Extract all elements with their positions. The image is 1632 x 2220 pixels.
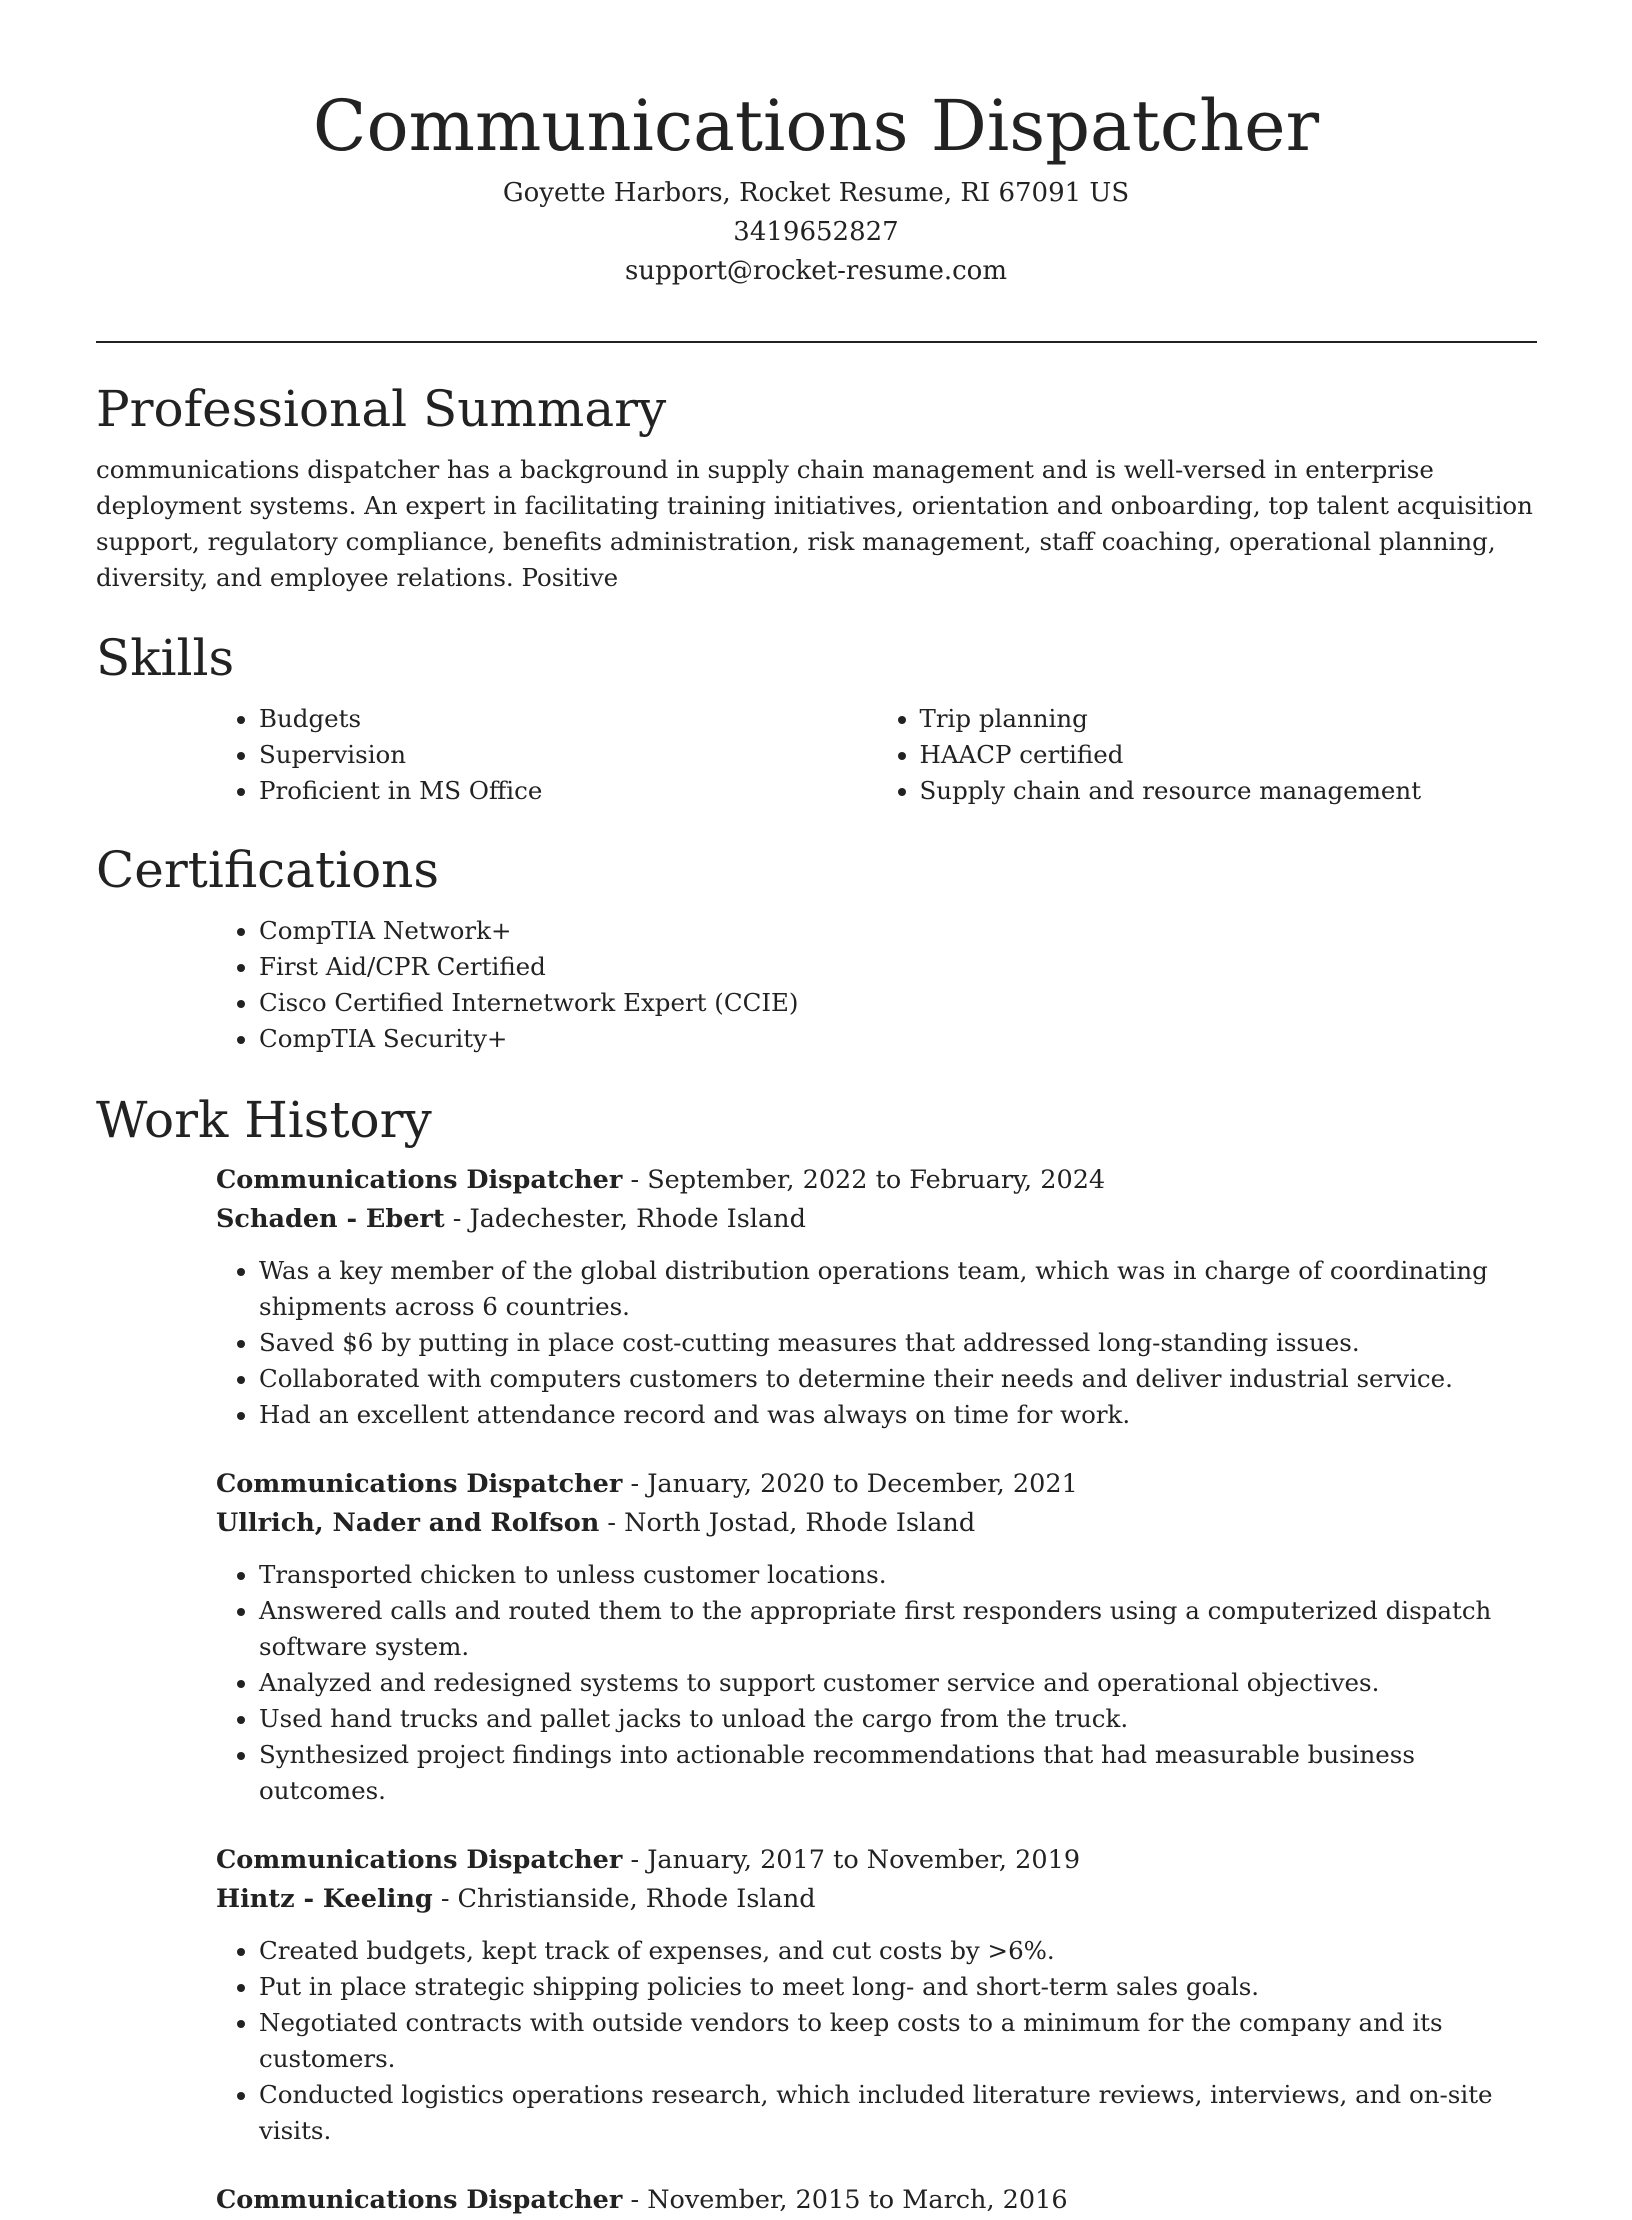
section-title: Professional Summary: [96, 380, 667, 438]
job-entry: [216, 2181, 1537, 2220]
company-name: Hintz - Keeling: [216, 1884, 433, 1914]
professional-summary-section: [96, 378, 1537, 596]
separator: -: [432, 1884, 458, 1914]
job-location: Christianside, Rhode Island: [457, 1884, 816, 1914]
company-name: Ullrich, Nader and Rolfson: [216, 1508, 600, 1538]
address: Goyette Harbors, Rocket Resume, RI 67091 US: [502, 178, 1130, 208]
job-bullet: • Conducted logistics operations research, which included literature reviews, interviews, and on-site visits.: [259, 2077, 1537, 2149]
job-bullet: • Answered calls and routed them to the appropriate first responders using a computerized dispatch software system.: [259, 1593, 1537, 1665]
job-title: Communications Dispatcher: [216, 1469, 623, 1499]
job-location: North Jostad, Rhode Island: [624, 1508, 976, 1538]
job-dates: January, 2020 to December, 2021: [647, 1469, 1078, 1499]
job-bullets: [216, 1557, 1537, 1809]
job-bullet: • Transported chicken to unless customer locations.: [259, 1557, 1537, 1593]
job-dates: January, 2017 to November, 2019: [647, 1845, 1081, 1875]
job-entry: [216, 1841, 1537, 2149]
job-company-line: [216, 1504, 1537, 1543]
job-bullet: • Created budgets, kept track of expenses, and cut costs by >6%.: [259, 1933, 1537, 1969]
job-title-line: [216, 2181, 1537, 2220]
job-bullet: • Analyzed and redesigned systems to support customer service and operational objectives.: [259, 1665, 1537, 1701]
section-title: Skills: [96, 629, 235, 687]
job-bullet: • Negotiated contracts with outside vendors to keep costs to a minimum for the company and its customers.: [259, 2005, 1537, 2077]
certification-item: • CompTIA Security+: [259, 1021, 1537, 1057]
skill-item: • Trip planning: [920, 701, 1538, 737]
skill-item: • Proficient in MS Office: [259, 773, 877, 809]
job-bullet: • Saved $6 by putting in place cost-cutting measures that addressed long-standing issues.: [259, 1325, 1537, 1361]
job-bullets: [216, 1253, 1537, 1433]
skill-item: • Supervision: [259, 737, 877, 773]
section-title: Work History: [96, 1091, 432, 1149]
certification-item: • First Aid/CPR Certified: [259, 949, 1537, 985]
separator: -: [622, 1165, 648, 1195]
job-bullet: • Synthesized project findings into actionable recommendations that had measurable business outcomes.: [259, 1737, 1537, 1809]
separator: -: [622, 2185, 648, 2215]
job-title-line: [216, 1161, 1537, 1200]
header-divider: [96, 341, 1537, 343]
resume-header: [0, 78, 1632, 291]
summary-text: communications dispatcher has a background in supply chain management and is well-versed in enterprise deployment systems. An expert in facilitating training initiatives, orientation and onboarding, top talent acquisition support, regulatory compliance, benefits administration, risk management, staff coaching, operational planning, diversity, and employee relations. Positive: [96, 455, 1533, 592]
company-name: Schaden - Ebert: [216, 1204, 445, 1234]
job-entry: [216, 1465, 1537, 1809]
section-title: Certifications: [96, 841, 440, 899]
skill-item: • Budgets: [259, 701, 877, 737]
work-history-section: [96, 1089, 1537, 2220]
job-dates: November, 2015 to March, 2016: [647, 2185, 1068, 2215]
job-bullet: • Had an excellent attendance record and was always on time for work.: [259, 1397, 1537, 1433]
certification-item: • CompTIA Network+: [259, 913, 1537, 949]
separator: -: [622, 1469, 648, 1499]
job-bullet: • Collaborated with computers customers to determine their needs and deliver industrial service.: [259, 1361, 1537, 1397]
job-title-line: [216, 1841, 1537, 1880]
certification-item: • Cisco Certified Internetwork Expert (CCIE): [259, 985, 1537, 1021]
skill-item: • Supply chain and resource management: [920, 773, 1538, 809]
job-title-line: [216, 1465, 1537, 1504]
separator: -: [599, 1508, 625, 1538]
job-title: Communications Dispatcher: [216, 1165, 623, 1195]
candidate-name: Communications Dispatcher: [312, 85, 1320, 167]
job-company-line: [216, 1880, 1537, 1919]
separator: -: [622, 1845, 648, 1875]
skill-item: • HAACP certified: [920, 737, 1538, 773]
job-title: Communications Dispatcher: [216, 1845, 623, 1875]
job-company-line: [216, 1200, 1537, 1239]
job-bullets: [216, 1933, 1537, 2149]
skills-grid: [216, 701, 1537, 809]
phone-number: 3419652827: [733, 217, 899, 247]
job-bullet: • Used hand trucks and pallet jacks to unload the cargo from the truck.: [259, 1701, 1537, 1737]
certifications-list: [216, 913, 1537, 1057]
skills-column-right: [877, 701, 1538, 809]
job-bullet: • Put in place strategic shipping policies to meet long- and short-term sales goals.: [259, 1969, 1537, 2005]
job-bullet: • Was a key member of the global distribution operations team, which was in charge of coordinating shipments across 6 countries.: [259, 1253, 1537, 1325]
job-location: Jadechester, Rhode Island: [469, 1204, 806, 1234]
certifications-section: [96, 839, 1537, 1057]
skills-column-left: [216, 701, 877, 809]
job-dates: September, 2022 to February, 2024: [647, 1165, 1106, 1195]
skills-section: [96, 627, 1537, 809]
separator: -: [444, 1204, 470, 1234]
job-entry: [216, 1161, 1537, 1433]
job-title: Communications Dispatcher: [216, 2185, 623, 2215]
email-address: support@rocket-resume.com: [624, 256, 1007, 286]
